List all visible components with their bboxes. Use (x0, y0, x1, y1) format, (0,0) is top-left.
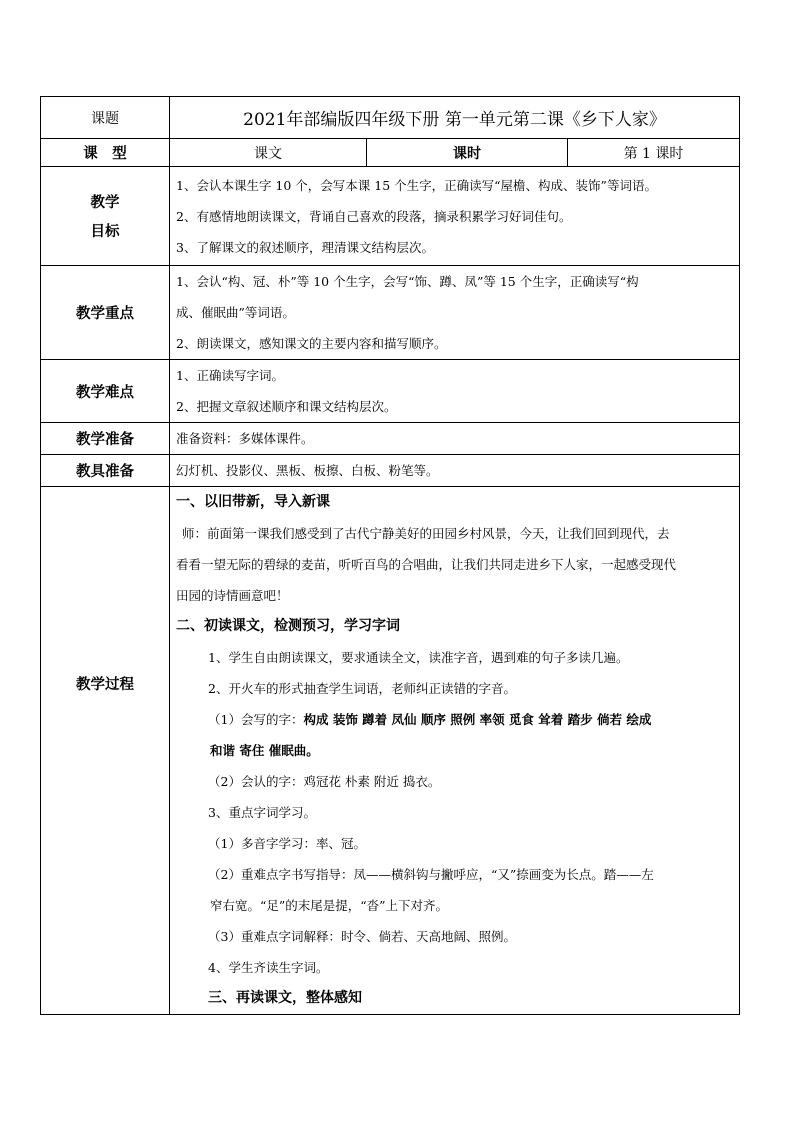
period-value: 第 1 课时 (568, 139, 740, 167)
read-words: 鸡冠花 朴素 附近 捣衣。 (303, 774, 441, 789)
polyphone: （1）多音字学习：率、冠。 (208, 836, 366, 851)
type-row (41, 139, 740, 167)
process-row (41, 487, 740, 1015)
write-words-line (176, 704, 733, 735)
read-words-line (176, 766, 733, 797)
lesson-title: 2021年部编版四年级下册 第一单元第二课《乡下人家》 (170, 97, 740, 139)
type-label: 课 型 (41, 139, 170, 167)
preparation-label: 教学准备 (41, 423, 170, 455)
tools-label: 教具准备 (41, 455, 170, 487)
period-label: 课时 (367, 139, 568, 167)
step-1: 1、学生自由朗读课文，要求通读全文，读准字音，遇到难的句子多读几遍。 (208, 650, 629, 665)
step-2: 2、开火车的形式抽查学生词语，老师纠正读错的字音。 (208, 681, 516, 696)
tools-content: 幻灯机、投影仪、黑板、板擦、白板、粉笔等。 (170, 455, 740, 487)
goals-content (170, 167, 740, 266)
key-point-item: 成、催眠曲”等词语。 (176, 305, 295, 320)
read-label: （2）会认的字： (208, 774, 304, 789)
preparation-content: 准备资料：多媒体课件。 (170, 423, 740, 455)
difficulty-item: 1、正确读写字词。 (176, 368, 284, 383)
goals-row (41, 167, 740, 266)
difficulties-row (41, 360, 740, 423)
lesson-plan-table (40, 96, 740, 1015)
type-value: 课文 (170, 139, 367, 167)
tools-row (41, 455, 740, 487)
section-3-title: 三、再读课文，整体感知 (208, 990, 362, 1006)
step-3: 3、重点字词学习。 (208, 805, 316, 820)
writing-guide: （2）重难点字书写指导：凤——横斜钩与撇呼应，“又”捺画变为长点。踏——左 (208, 867, 654, 882)
write-words-cont: 和谐 寄住 催眠曲。 (210, 743, 319, 758)
goals-label-line2: 目标 (90, 223, 120, 240)
goal-item: 3、了解课文的叙述顺序，理清课文结构层次。 (176, 239, 434, 255)
title-row (41, 97, 740, 139)
section-1-title: 一、以旧带新，导入新课 (176, 494, 330, 510)
key-point-item: 2、朗读课文，感知课文的主要内容和描写顺序。 (176, 336, 447, 351)
intro-line: 看看一望无际的碧绿的麦苗，听听百鸟的合唱曲，让我们共同走进乡下人家，一起感受现代 (176, 557, 677, 572)
word-explanation: （3）重难点字词解释：时令、倘若、天高地阔、照例。 (208, 929, 516, 944)
write-words-line-2 (176, 735, 733, 766)
difficulties-content (170, 360, 740, 423)
intro-line: 田园的诗情画意吧！ (176, 588, 289, 603)
key-points-row (41, 266, 740, 360)
preparation-row (41, 423, 740, 455)
goals-label-line1: 教学 (90, 194, 120, 211)
section-2-title: 二、初读课文，检测预习，学习字词 (176, 618, 400, 634)
step-4: 4、学生齐读生字词。 (208, 960, 329, 975)
write-words: 构成 装饰 蹲着 凤仙 顺序 照例 率领 觅食 耸着 踏步 倘若 绘成 (303, 712, 652, 727)
process-label: 教学过程 (41, 487, 170, 1015)
goals-label (41, 167, 170, 266)
intro-line: 师：前面第一课我们感受到了古代宁静美好的田园乡村风景，今天，让我们回到现代，去 (182, 526, 670, 541)
key-points-content (170, 266, 740, 360)
goal-item: 1、会认本课生字 10 个，会写本课 15 个生字，正确读写“屋檐、构成、装饰”等词语。 (176, 177, 657, 193)
key-points-label: 教学重点 (41, 266, 170, 360)
goal-item: 2、有感情地朗读课文，背诵自己喜欢的段落，摘录积累学习好词佳句。 (176, 208, 572, 224)
key-point-item: 1、会认“构、冠、朴”等 10 个生字，会写“饰、蹲、凤”等 15 个生字，正确读写“构 (176, 274, 639, 289)
process-content (170, 487, 740, 1015)
difficulty-item: 2、把握文章叙述顺序和课文结构层次。 (176, 399, 397, 414)
title-label: 课题 (41, 97, 170, 139)
difficulties-label: 教学难点 (41, 360, 170, 423)
writing-guide-cont: 窄右宽。“足”的末尾是提，“沓”上下对齐。 (210, 898, 449, 913)
write-label: （1）会写的字： (208, 712, 304, 727)
